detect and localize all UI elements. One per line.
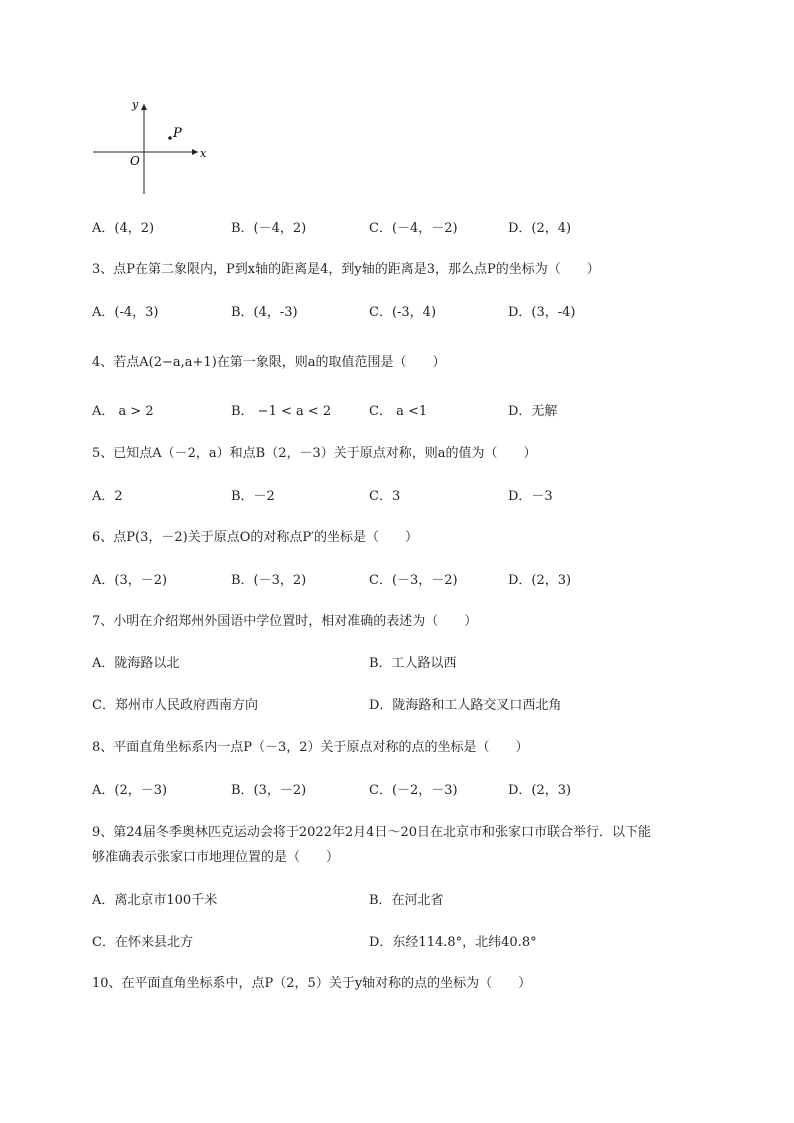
q3-option-d: D．(3，-4) [508,305,576,320]
question-4: 4、若点A(2−a,a+1)在第一象限，则a的取值范围是（ ） [92,355,446,370]
q5-option-c: C．3 [369,489,401,504]
q2-option-a: A．(4，2) [92,221,155,236]
q2-option-b: B．(－4，2) [231,221,307,236]
q4-option-a: A． a > 2 [92,404,154,419]
q4-option-b: B． −1 < a < 2 [231,404,332,419]
q3-option-c: C．(-3，4) [369,305,437,320]
question-3: 3、点P在第二象限内，P到x轴的距离是4，到y轴的距离是3，那么点P的坐标为（ ） [92,262,600,277]
question-9-line-1: 9、第24届冬季奥林匹克运动会将于2022年2月4日～20日在北京市和张家口市联合举行．以下能 [92,825,651,840]
x-axis-label: x [200,147,207,160]
q8-option-a: A．(2，－3) [92,783,168,798]
point-p-label: P [173,126,182,141]
point-p [168,136,172,140]
q2-option-d: D．(2，4) [508,221,572,236]
q7-option-c: C．郑州市人民政府西南方向 [92,698,258,713]
q5-option-a: A．2 [92,489,123,504]
question-10: 10、在平面直角坐标系中，点P（2，5）关于y轴对称的点的坐标为（ ） [92,976,532,991]
question-9-line-2: 够准确表示张家口市地理位置的是（ ） [92,850,340,865]
question-5: 5、已知点A（－2，a）和点B（2，－3）关于原点对称，则a的值为（ ） [92,446,537,461]
q5-option-d: D．－3 [508,489,553,504]
q4-option-c: C． a <1 [369,404,428,419]
coordinate-figure [88,96,218,196]
q6-option-b: B．(－3，2) [231,573,307,588]
q9-option-a: A．离北京市100千米 [92,893,218,908]
question-8: 8、平面直角坐标系内一点P（－3，2）关于原点对称的点的坐标是（ ） [92,740,529,755]
q6-option-c: C．(－3，－2) [369,573,458,588]
q7-option-a: A．陇海路以北 [92,656,180,671]
q6-option-d: D．(2，3) [508,573,572,588]
q2-option-c: C．(－4，－2) [369,221,458,236]
q6-option-a: A．(3，－2) [92,573,168,588]
q7-option-b: B．工人路以西 [369,656,457,671]
q9-option-b: B．在河北省 [369,893,444,908]
question-7: 7、小明在介绍郑州外国语中学位置时，相对准确的表述为（ ） [92,614,478,629]
q4-option-d: D．无解 [508,404,558,419]
q9-option-c: C．在怀来县北方 [92,935,193,950]
y-axis-label: y [132,98,139,111]
q8-option-c: C．(－2，－3) [369,783,458,798]
q3-option-b: B．(4，-3) [231,305,298,320]
q7-option-d: D．陇海路和工人路交叉口西北角 [369,698,562,713]
question-6: 6、点P(3，－2)关于原点O的对称点P′的坐标是（ ） [92,530,419,545]
coordinate-axes-diagram [88,96,218,196]
q8-option-b: B．(3，－2) [231,783,307,798]
q8-option-d: D．(2，3) [508,783,572,798]
origin-label: O [130,154,140,168]
q3-option-a: A．(-4，3) [92,305,159,320]
q9-option-d: D．东经114.8°，北纬40.8° [369,935,537,950]
q5-option-b: B．－2 [231,489,275,504]
